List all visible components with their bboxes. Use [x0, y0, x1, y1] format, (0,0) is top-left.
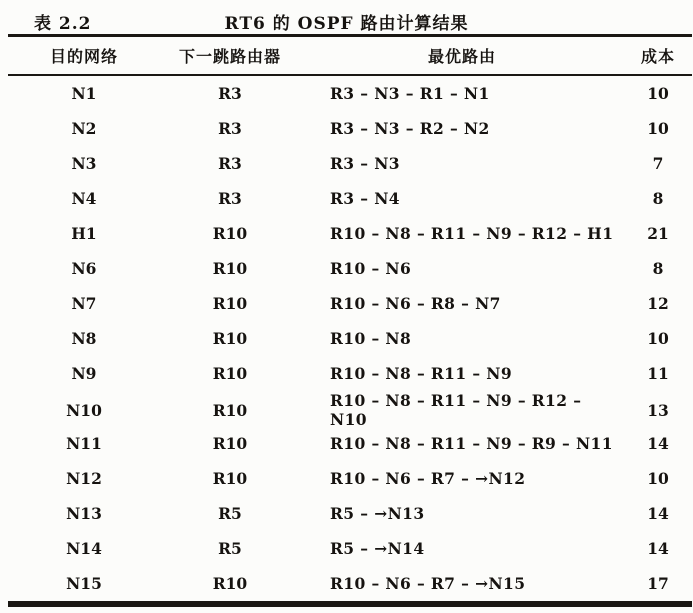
cost-cell: 14: [647, 434, 669, 453]
destination-network-cell: N4: [71, 189, 97, 208]
table-row: [8, 251, 692, 286]
cost-cell: 13: [647, 400, 669, 420]
table-title: RT6 的 OSPF 路由计算结果: [224, 14, 469, 34]
next-hop-router-cell: R5: [218, 539, 242, 558]
destination-network-cell: N15: [66, 574, 102, 593]
optimal-route-cell: R10 – N8 – R11 – N9: [330, 364, 513, 383]
optimal-route-cell: R3 – N3 – R2 – N2: [330, 119, 490, 138]
optimal-route-cell: R3 – N3 – R1 – N1: [330, 84, 490, 103]
destination-network-cell: N1: [71, 84, 97, 103]
next-hop-router-cell: R10: [212, 400, 248, 420]
optimal-route-cell: R3 – N3: [330, 154, 400, 173]
cost-cell: 7: [652, 154, 664, 173]
optimal-route-cell: R10 – N6 – R7 – →N12: [330, 469, 526, 488]
table-row: [8, 321, 692, 356]
table-row: [8, 216, 692, 251]
column-header-optimal-route: 最优路由: [427, 47, 496, 66]
cost-cell: 17: [647, 574, 669, 593]
optimal-route-cell: R5 – →N14: [330, 539, 425, 558]
table-row: [8, 426, 692, 461]
cost-cell: 11: [647, 364, 669, 383]
cost-cell: 14: [647, 504, 669, 523]
cost-cell: 12: [647, 294, 669, 313]
next-hop-router-cell: R10: [212, 574, 248, 593]
table-row: [8, 461, 692, 496]
next-hop-router-cell: R10: [212, 224, 248, 243]
destination-network-cell: N12: [66, 469, 102, 488]
column-header-cost: 成本: [640, 47, 675, 66]
ospf-route-table: [8, 34, 692, 607]
cost-cell: 10: [647, 119, 669, 138]
optimal-route-cell: R10 – N8: [330, 329, 412, 348]
next-hop-router-cell: R10: [212, 329, 248, 348]
optimal-route-cell: R10 – N6 – R7 – →N15: [330, 574, 526, 593]
next-hop-router-cell: R10: [212, 364, 248, 383]
optimal-route-cell: R10 – N8 – R11 – N9 – R12 – N10: [330, 391, 582, 429]
destination-network-cell: N10: [66, 400, 102, 420]
next-hop-router-cell: R10: [212, 434, 248, 453]
optimal-route-cell: R10 – N8 – R11 – N9 – R12 – H1: [330, 224, 614, 243]
next-hop-router-cell: R3: [218, 189, 242, 208]
table-row: [8, 496, 692, 531]
table-header-row: [8, 37, 692, 76]
table-caption: [0, 0, 693, 34]
cost-cell: 10: [647, 329, 669, 348]
next-hop-router-cell: R10: [212, 469, 248, 488]
table-row: [8, 391, 692, 429]
cost-cell: 10: [647, 469, 669, 488]
table-body: [8, 76, 692, 601]
table-row: [8, 356, 692, 391]
next-hop-router-cell: R10: [212, 259, 248, 278]
destination-network-cell: N9: [71, 364, 97, 383]
column-header-next-hop-router: 下一跳路由器: [178, 47, 281, 66]
cost-cell: 21: [647, 224, 669, 243]
cost-cell: 8: [652, 189, 664, 208]
destination-network-cell: N6: [71, 259, 97, 278]
destination-network-cell: H1: [71, 224, 97, 243]
next-hop-router-cell: R5: [218, 504, 242, 523]
column-header-destination-network: 目的网络: [49, 47, 118, 66]
cost-cell: 10: [647, 84, 669, 103]
optimal-route-cell: R10 – N6: [330, 259, 412, 278]
table-number-label: 表 2.2: [34, 14, 92, 34]
destination-network-cell: N14: [66, 539, 102, 558]
destination-network-cell: N8: [71, 329, 97, 348]
table-row: [8, 111, 692, 146]
table-row: [8, 566, 692, 601]
table-row: [8, 286, 692, 321]
optimal-route-cell: R10 – N6 – R8 – N7: [330, 294, 501, 313]
next-hop-router-cell: R3: [218, 119, 242, 138]
destination-network-cell: N11: [66, 434, 102, 453]
optimal-route-cell: R3 – N4: [330, 189, 400, 208]
table-row: [8, 531, 692, 566]
destination-network-cell: N13: [66, 504, 102, 523]
table-row: [8, 181, 692, 216]
optimal-route-cell: R5 – →N13: [330, 504, 425, 523]
destination-network-cell: N3: [71, 154, 97, 173]
next-hop-router-cell: R3: [218, 84, 242, 103]
destination-network-cell: N2: [71, 119, 97, 138]
next-hop-router-cell: R10: [212, 294, 248, 313]
table-row: [8, 76, 692, 111]
optimal-route-cell: R10 – N8 – R11 – N9 – R9 – N11: [330, 434, 613, 453]
cost-cell: 8: [652, 259, 664, 278]
cost-cell: 14: [647, 539, 669, 558]
next-hop-router-cell: R3: [218, 154, 242, 173]
destination-network-cell: N7: [71, 294, 97, 313]
table-row: [8, 146, 692, 181]
